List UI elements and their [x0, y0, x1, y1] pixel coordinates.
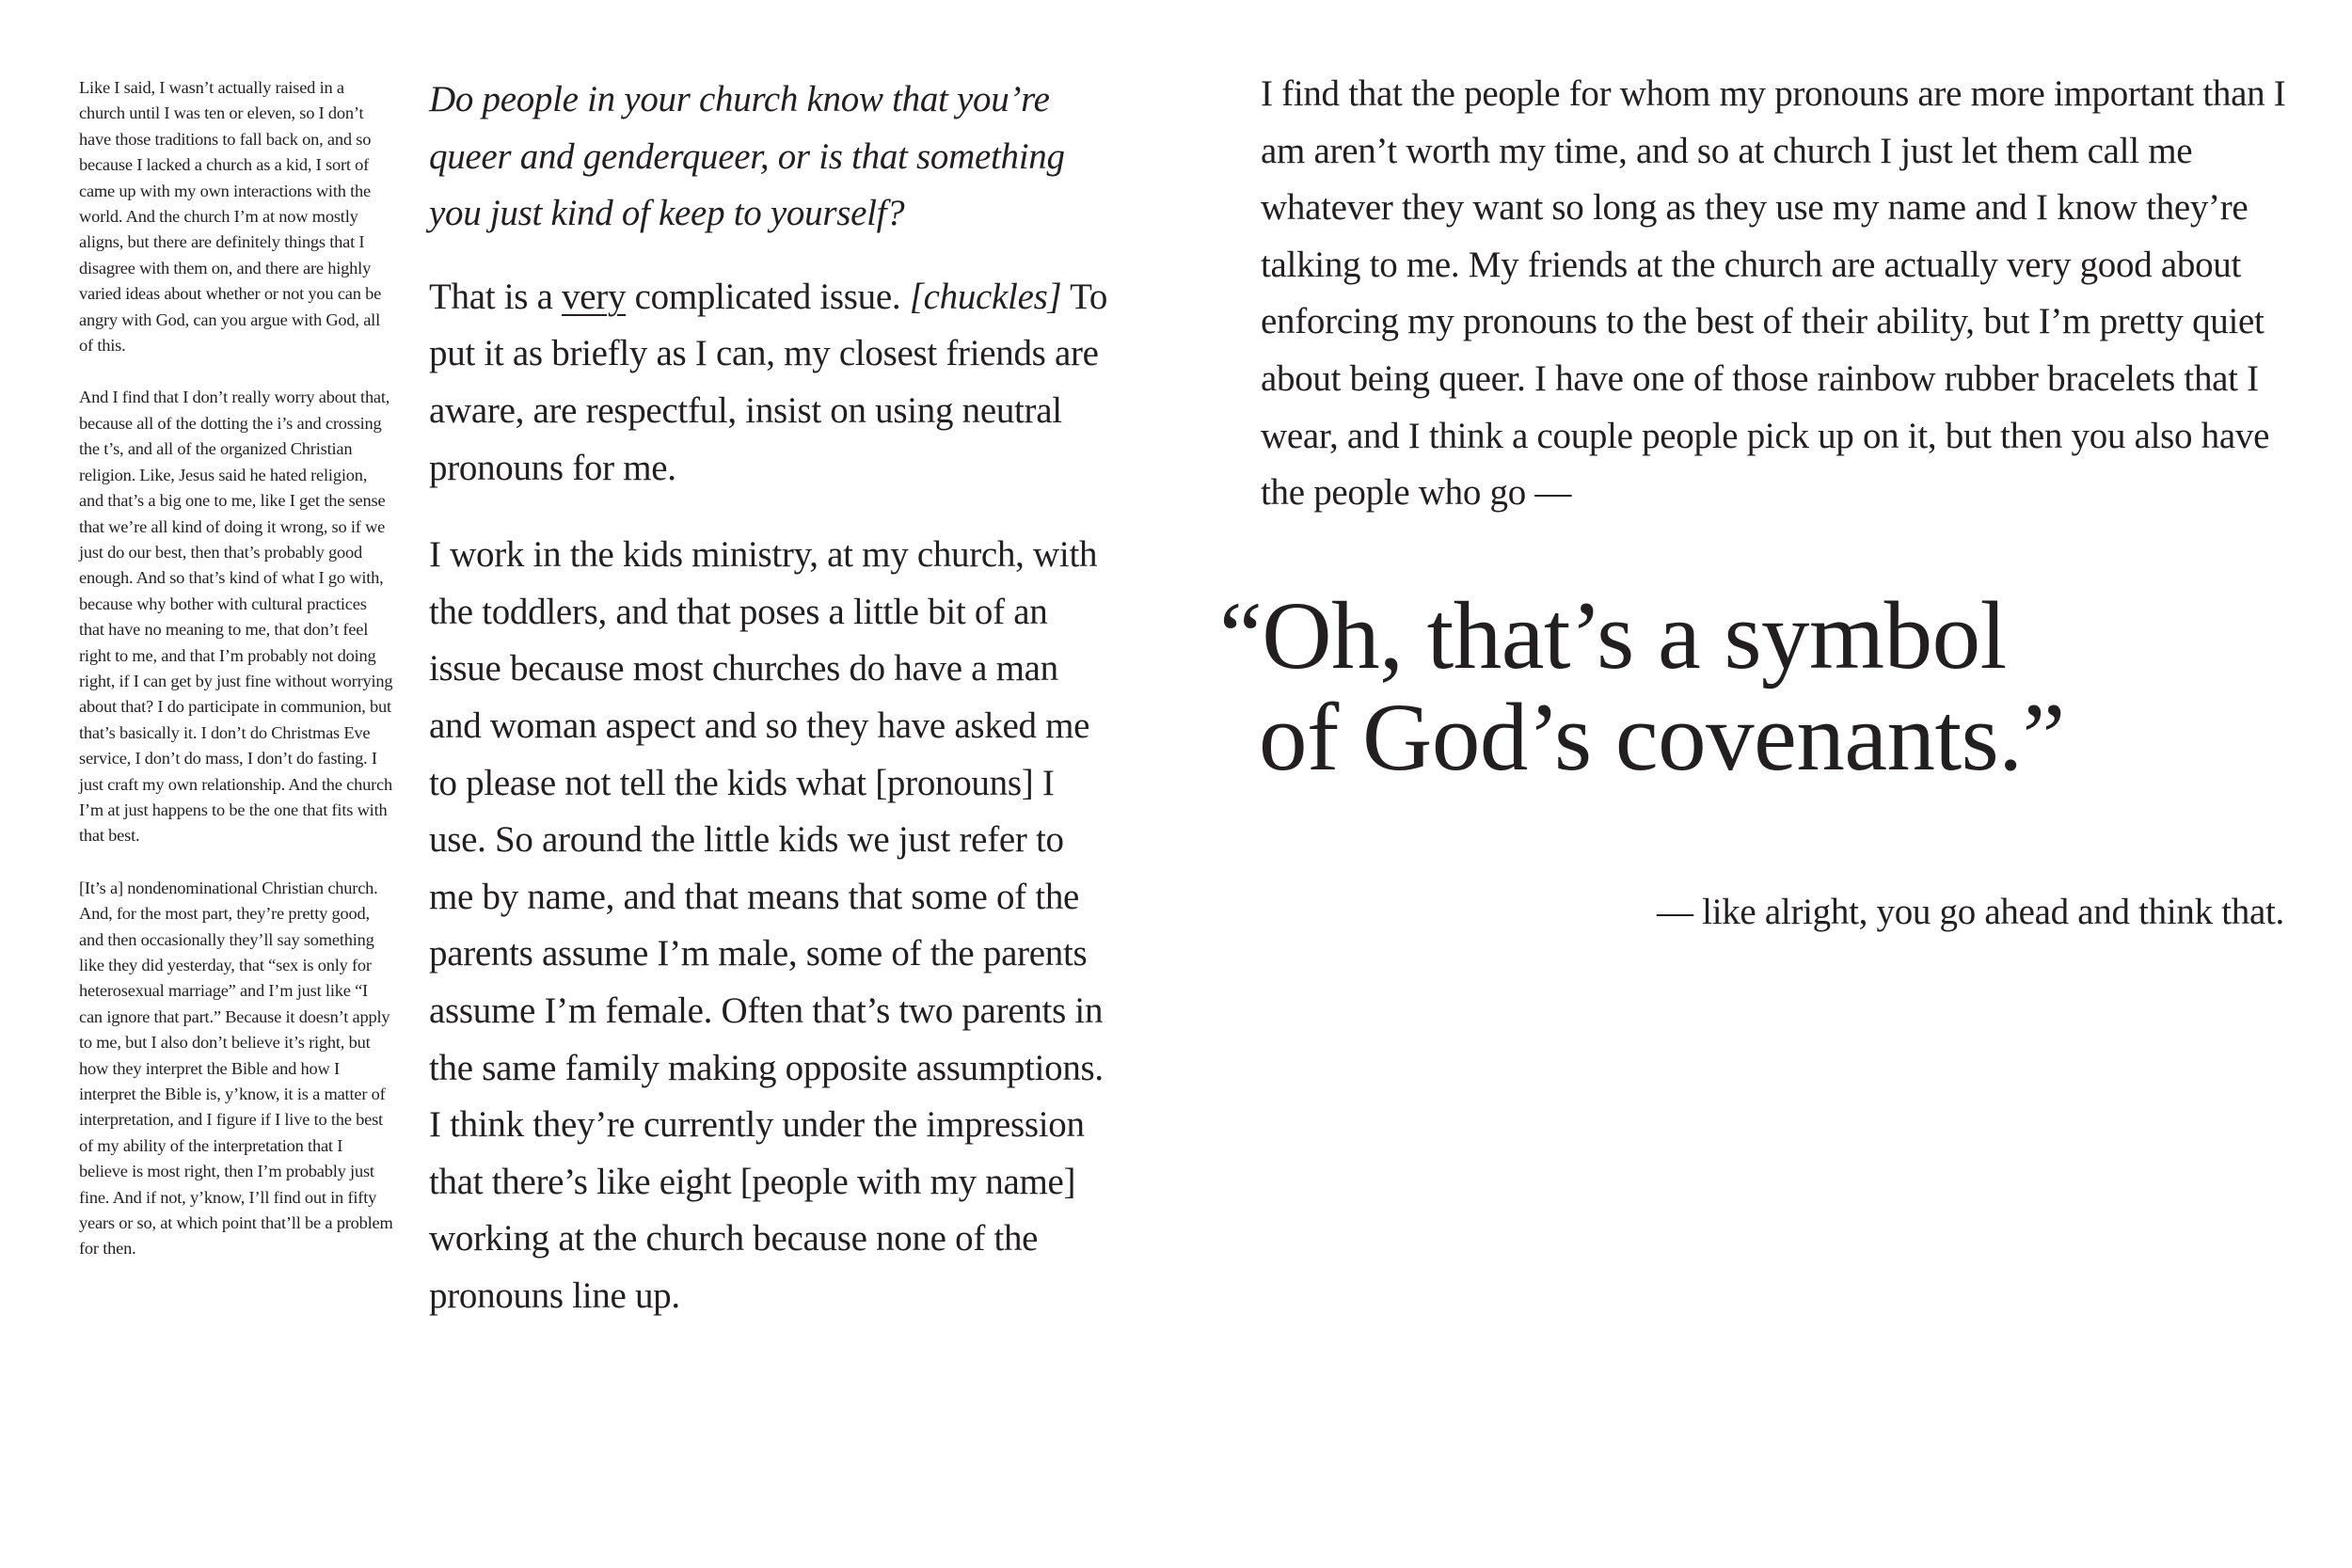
pull-quote [1219, 582, 2301, 791]
pull-quote-line-1: “Oh, that’s a symbol [1219, 582, 2007, 689]
answer-1-rest: To put it as briefly as I can, my closest friends are aware, are respectful, insist on using neutral pronouns for me. [429, 276, 1108, 488]
answer-1-start: That is a [429, 276, 563, 317]
answer-paragraph-2: I work in the kids ministry, at my church, with the toddlers, and that poses a little bit of an issue because most churches do have a man and woman aspect and so they have asked me to please not tell the kids what [pronouns] I use. So around the little kids we just refer to me by name, and that means that some of the parents assume I’m male, some of the parents assume I’m female. Often that’s two parents in the same family making opposite assumptions. I think they’re currently under the impression that there’s like eight [people with my name] working at the church because none of the pronouns line up. [429, 534, 1104, 1316]
pull-quote-attribution: — like alright, you go ahead and think that. [1657, 892, 2284, 932]
middle-column [429, 71, 1116, 1354]
answer-1-middle: complicated issue. [626, 276, 910, 317]
left-narrow-column [79, 75, 394, 1289]
answer-paragraph-1 [429, 269, 1116, 497]
right-column [1261, 66, 2296, 522]
answer-1-emphasis: very [562, 276, 627, 317]
left-paragraph-3: [It’s a] nondenominational Christian church. And, for the most part, they’re pretty good, and then occasionally they’ll say something like they did yesterday, that “sex is only for heterosexual marriage” and I’m just like “I can ignore that part.” Because it doesn’t apply to me, but I also don’t believe it’s right, but how they interpret the Bible and how I interpret the Bible is, y’know, it is a matter of interpretation, and I figure if I live to the best of my ability of the interpretation that I believe is most right, then I’m probably just fine. And if not, y’know, I’ll find out in fifty years or so, at which point that’ll be a problem for then. [79, 878, 393, 1259]
right-paragraph: I find that the people for whom my pronouns are more important than I am aren’t worth my time, and so at church I just let them call me whatever they want so long as they use my name and I know they’re talking to me. My friends at the church are actually very good about enforcing my pronouns to the best of their ability, but I’m pretty quiet about being queer. I have one of those rainbow rubber bracelets that I wear, and I think a couple people pick up on it, but then you also have the people who go — [1261, 73, 2286, 514]
interview-question: Do people in your church know that you’re queer and genderqueer, or is that something you just kind of keep to yourself? [429, 79, 1065, 234]
left-paragraph-1: Like I said, I wasn’t actually raised in a church until I was ten or eleven, so I don’t have those traditions to fall back on, and so because I lacked a church as a kid, I sort of came up with my own interactions with the world. And the church I’m at now mostly aligns, but there are definitely things that I disagree with them on, and there are highly varied ideas about whether or not you can be angry with God, can you argue with God, all of this. [79, 78, 382, 356]
stage-direction: [chuckles] [909, 276, 1062, 317]
left-paragraph-2: And I find that I don’t really worry about that, because all of the dotting the i’s and crossing the t’s, and all of the organized Christian religion. Like, Jesus said he hated religion, and that’s a big one to me, like I get the sense that we’re all kind of doing it wrong, so if we just do our best, then that’s probably good enough. And so that’s kind of what I go with, because why bother with cultural practices that have no meaning to me, that don’t feel right to me, and that I’m probably not doing right, if I can get by just fine without worrying about that? I do participate in communion, but that’s basically it. I don’t do Christmas Eve service, I don’t do mass, I don’t do fasting. I just craft my own relationship. And the church I’m at just happens to be the one that fits with that best. [79, 388, 393, 846]
pull-quote-line-2: of God’s covenants.” [1259, 684, 2065, 791]
